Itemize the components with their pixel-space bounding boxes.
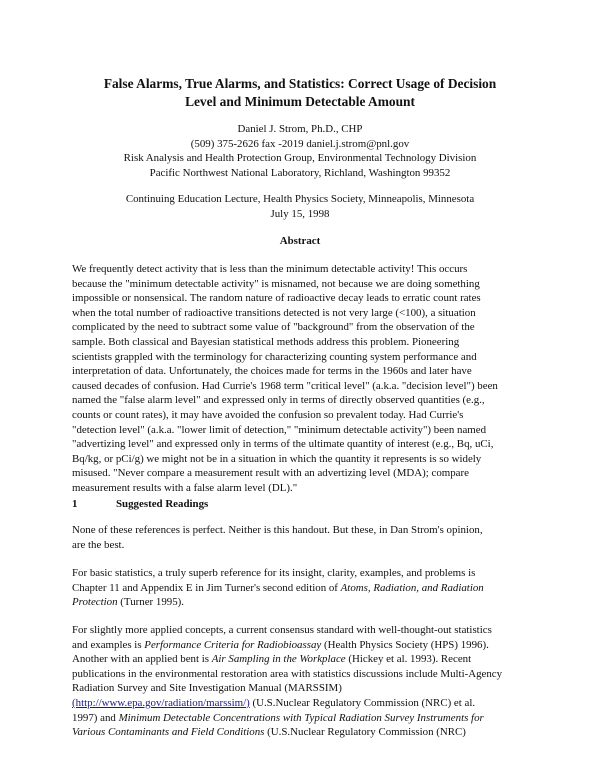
title-line-1: False Alarms, True Alarms, and Statistics: Correct Usage of Decision	[103, 76, 497, 91]
lecture-date: July 15, 1998	[270, 207, 330, 220]
book-title: Protection	[72, 596, 118, 609]
paragraph-line: publications in the environmental restoration area with statistics discussions include Multi-Agency	[72, 667, 503, 680]
abstract-line: complicated by the need to subtract some value of "background" from the observation of the	[72, 321, 475, 334]
abstract-line: impossible or nonsensical. The random nature of radioactive decay leads to erratic count rates	[72, 292, 481, 305]
citation: (Health Physics Society (HPS) 1996).	[321, 638, 489, 651]
paragraph-line	[72, 652, 544, 667]
book-title: Minimum Detectable Concentrations with Typical Radiation Survey Instruments for	[118, 711, 484, 724]
citation: (U.S.Nuclear Regulatory Commission (NRC) et al.	[249, 696, 476, 709]
lecture-block	[60, 192, 540, 221]
book-title: Performance Criteria for Radiobioassay	[144, 638, 322, 651]
paragraph-line: are the best.	[72, 538, 125, 551]
document-title	[60, 75, 540, 111]
paragraph-line: For basic statistics, a truly superb reference for its insight, clarity, examples, and problems is	[72, 567, 476, 579]
abstract-line: "detection level" (a.k.a. "lower limit of detection," "minimum detectable activity") been named	[72, 423, 487, 436]
author-group: Risk Analysis and Health Protection Group, Environmental Technology Division	[123, 152, 477, 165]
paragraph-line	[72, 638, 544, 653]
paragraph-line: None of these references is perfect. Neither is this handout. But these, in Dan Strom's opinion,	[72, 524, 483, 536]
text-run: Another with an applied bent is	[72, 653, 212, 666]
abstract-line: interpretation of data. Unfortunately, the choices made for terms in the 1960s and later have	[72, 365, 472, 378]
section-number: 1	[72, 498, 78, 510]
abstract-line: "advertizing level" and expressed only in terms of the ultimate quantity of interest (e.g., Bq, uCi,	[72, 438, 494, 451]
citation: (U.S.Nuclear Regulatory Commission (NRC)	[264, 726, 466, 739]
abstract-line: We frequently detect activity that is less than the minimum detectable activity! This occurs	[72, 263, 468, 275]
abstract-line: caused decades of confusion. Had Currie's 1968 term "critical level" (a.k.a. "decision level") been	[72, 379, 498, 392]
paragraph-line	[72, 595, 544, 610]
abstract-paragraph	[72, 262, 544, 496]
readings-paragraph-2	[72, 566, 544, 610]
abstract-line: named the "false alarm level" and expressed only in terms of directly observed quantities (e.g.,	[72, 394, 485, 407]
citation: (Hickey et al. 1993). Recent	[345, 653, 472, 666]
abstract-line: Bq/kg, or pCi/g) we might not be in a situation in which the quantity it represents is so widely	[72, 452, 482, 465]
marssim-link[interactable]: (http://www.epa.gov/radiation/marssim/)	[72, 696, 250, 709]
readings-paragraph-3	[72, 623, 544, 740]
text-run: and examples is	[72, 638, 145, 651]
abstract-line: when the total number of radioactive transitions detected is not very large (<100), a situation	[72, 306, 476, 319]
abstract-line: sample. Both classical and Bayesian statistical methods address this problem. Pioneering	[72, 335, 460, 348]
paragraph-line	[72, 711, 544, 726]
abstract-line: counts or count rates), it may have avoided the confusion so prevalent today. Had Currie's	[72, 408, 464, 421]
book-title: Air Sampling in the Workplace	[211, 653, 346, 666]
section-heading	[72, 497, 208, 512]
author-block	[60, 122, 540, 180]
author-name: Daniel J. Strom, Ph.D., CHP	[237, 123, 363, 135]
text-run: 1997) and	[72, 711, 119, 724]
author-contact: (509) 375-2626 fax -2019 daniel.j.strom@pnl.gov	[190, 137, 410, 150]
abstract-line: measurement results with a false alarm level (DL)."	[72, 481, 298, 494]
book-title: Atoms, Radiation, and Radiation	[340, 581, 484, 594]
paragraph-line	[72, 581, 544, 596]
lecture-line: Continuing Education Lecture, Health Physics Society, Minneapolis, Minnesota	[125, 193, 475, 205]
paragraph-line	[72, 725, 544, 740]
abstract-heading: Abstract	[279, 235, 321, 247]
paragraph-line: Radiation Survey and Site Investigation Manual (MARSSIM)	[72, 682, 342, 695]
abstract-line: scientists grappled with the terminology for characterizing counting system performance and	[72, 350, 477, 363]
paragraph-line: For slightly more applied concepts, a current consensus standard with well-thought-out statistics	[72, 624, 492, 636]
citation: (Turner 1995).	[117, 596, 185, 609]
author-lab: Pacific Northwest National Laboratory, Richland, Washington 99352	[149, 166, 451, 179]
section-title: Suggested Readings	[116, 498, 209, 510]
title-line-2: Level and Minimum Detectable Amount	[185, 94, 415, 109]
text-run: Chapter 11 and Appendix E in Jim Turner's second edition of	[72, 581, 341, 594]
paragraph-line	[72, 696, 544, 711]
readings-paragraph-1	[72, 523, 544, 552]
book-title: Various Contaminants and Field Conditions	[72, 726, 265, 739]
abstract-line: because the "minimum detectable activity" is misnamed, not because we are doing something	[72, 277, 480, 290]
abstract-line: misused. "Never compare a measurement result with an advertizing level (MDA); compare	[72, 467, 469, 480]
